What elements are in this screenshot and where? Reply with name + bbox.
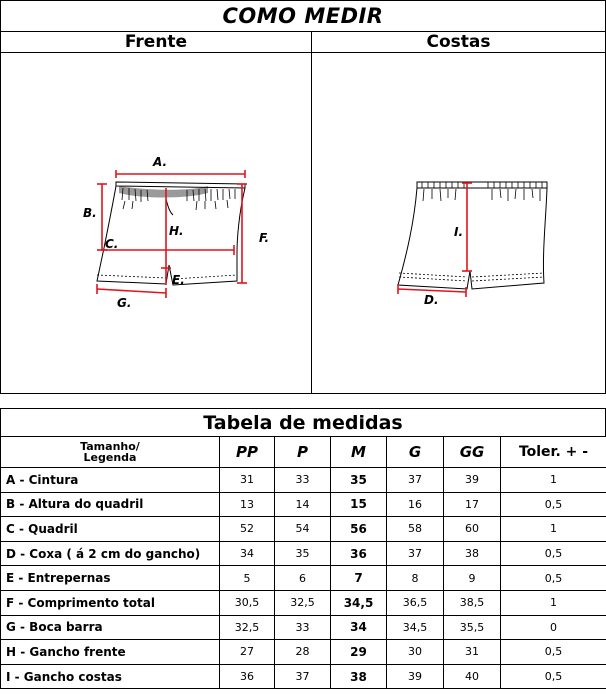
size-value-cell: 39 <box>444 468 501 493</box>
size-value-cell: 31 <box>220 468 275 493</box>
back-shorts-diagram <box>312 53 605 393</box>
row-label: D - Coxa ( á 2 cm do gancho) <box>1 541 220 566</box>
size-value-cell: 15 <box>331 492 387 517</box>
title-row <box>1 1 605 32</box>
size-value-cell: 56 <box>331 517 387 542</box>
size-value-cell: 28 <box>275 640 331 665</box>
size-value-cell: 38 <box>331 664 387 689</box>
right-side-seam <box>237 188 245 253</box>
size-header-pp: PP <box>220 437 275 468</box>
size-value-cell: 38 <box>444 541 501 566</box>
table-header-row <box>1 437 606 468</box>
label-b: B. <box>83 206 97 220</box>
size-value-cell: 54 <box>275 517 331 542</box>
tolerance-cell: 0,5 <box>501 541 606 566</box>
tolerance-cell: 0,5 <box>501 664 606 689</box>
size-value-cell: 39 <box>387 664 444 689</box>
size-value-cell: 37 <box>387 541 444 566</box>
tolerance-cell: 0 <box>501 615 606 640</box>
row-label: E - Entrepernas <box>1 566 220 591</box>
size-value-cell: 17 <box>444 492 501 517</box>
table-row <box>1 664 606 689</box>
size-value-cell: 40 <box>444 664 501 689</box>
size-value-cell: 6 <box>275 566 331 591</box>
label-f: F. <box>259 231 270 245</box>
size-value-cell: 16 <box>387 492 444 517</box>
table-body <box>1 468 606 689</box>
tolerance-cell: 1 <box>501 517 606 542</box>
size-value-cell: 29 <box>331 640 387 665</box>
size-value-cell: 36,5 <box>387 590 444 615</box>
table-row <box>1 517 606 542</box>
row-label: F - Comprimento total <box>1 590 220 615</box>
back-hem-stitch <box>399 273 544 281</box>
row-label: B - Altura do quadril <box>1 492 220 517</box>
front-view-label: Frente <box>1 32 312 52</box>
size-value-cell: 32,5 <box>220 615 275 640</box>
size-value-cell: 33 <box>275 615 331 640</box>
size-value-cell: 13 <box>220 492 275 517</box>
label-e: E. <box>172 273 185 287</box>
size-value-cell: 14 <box>275 492 331 517</box>
size-value-cell: 35 <box>331 468 387 493</box>
table-row <box>1 492 606 517</box>
table-row <box>1 468 606 493</box>
size-value-cell: 34,5 <box>387 615 444 640</box>
measurements-table <box>0 436 606 689</box>
size-value-cell: 36 <box>331 541 387 566</box>
table-row <box>1 566 606 591</box>
size-value-cell: 34 <box>331 615 387 640</box>
size-value-cell: 34,5 <box>331 590 387 615</box>
size-header-gg: GG <box>444 437 501 468</box>
label-d: D. <box>424 293 439 307</box>
label-g: G. <box>117 296 132 310</box>
label-a: A. <box>153 155 168 169</box>
row-label: I - Gancho costas <box>1 664 220 689</box>
tolerance-cell: 1 <box>501 468 606 493</box>
size-value-cell: 31 <box>444 640 501 665</box>
table-row <box>1 615 606 640</box>
table-row <box>1 541 606 566</box>
size-header-g: G <box>387 437 444 468</box>
row-label: C - Quadril <box>1 517 220 542</box>
back-right-leg <box>470 188 547 289</box>
size-value-cell: 58 <box>387 517 444 542</box>
size-value-cell: 37 <box>275 664 331 689</box>
tolerance-cell: 0,5 <box>501 640 606 665</box>
left-leg <box>97 248 169 284</box>
size-value-cell: 27 <box>220 640 275 665</box>
tolerance-header: Toler. + - <box>501 437 606 468</box>
size-value-cell: 8 <box>387 566 444 591</box>
size-value-cell: 38,5 <box>444 590 501 615</box>
row-label: A - Cintura <box>1 468 220 493</box>
front-shorts-diagram <box>1 53 311 393</box>
tolerance-cell: 0,5 <box>501 492 606 517</box>
tolerance-cell: 1 <box>501 590 606 615</box>
page-title: COMO MEDIR <box>222 4 384 28</box>
table-row <box>1 640 606 665</box>
size-value-cell: 5 <box>220 566 275 591</box>
row-label: G - Boca barra <box>1 615 220 640</box>
size-header-p: P <box>275 437 331 468</box>
size-value-cell: 36 <box>220 664 275 689</box>
table-title: Tabela de medidas <box>0 408 606 436</box>
back-view-label: Costas <box>426 32 491 52</box>
waistband-fill <box>119 186 208 198</box>
size-value-cell: 32,5 <box>275 590 331 615</box>
measurements-table-section <box>0 408 606 689</box>
waistband-top <box>116 182 245 188</box>
back-waistband <box>417 182 547 188</box>
size-header-m: M <box>331 437 387 468</box>
back-view-panel <box>312 53 605 393</box>
front-view-panel <box>1 53 312 393</box>
table-row <box>1 590 606 615</box>
size-value-cell: 52 <box>220 517 275 542</box>
size-value-cell: 60 <box>444 517 501 542</box>
size-value-cell: 30,5 <box>220 590 275 615</box>
size-value-cell: 9 <box>444 566 501 591</box>
size-value-cell: 35,5 <box>444 615 501 640</box>
size-value-cell: 7 <box>331 566 387 591</box>
size-value-cell: 33 <box>275 468 331 493</box>
label-c: C. <box>105 237 119 251</box>
label-i: I. <box>454 225 464 239</box>
size-value-cell: 37 <box>387 468 444 493</box>
size-value-cell: 34 <box>220 541 275 566</box>
row-label: H - Gancho frente <box>1 640 220 665</box>
back-waist-gathers <box>422 182 542 201</box>
tolerance-cell: 0,5 <box>501 566 606 591</box>
drawcord <box>166 199 173 215</box>
label-h: H. <box>169 224 184 238</box>
size-value-cell: 35 <box>275 541 331 566</box>
legend-header-line2: Legenda <box>83 451 137 464</box>
views-header <box>1 32 605 53</box>
legend-header <box>1 437 220 468</box>
size-value-cell: 30 <box>387 640 444 665</box>
legend-header-line1: Tamanho/ <box>80 440 140 453</box>
